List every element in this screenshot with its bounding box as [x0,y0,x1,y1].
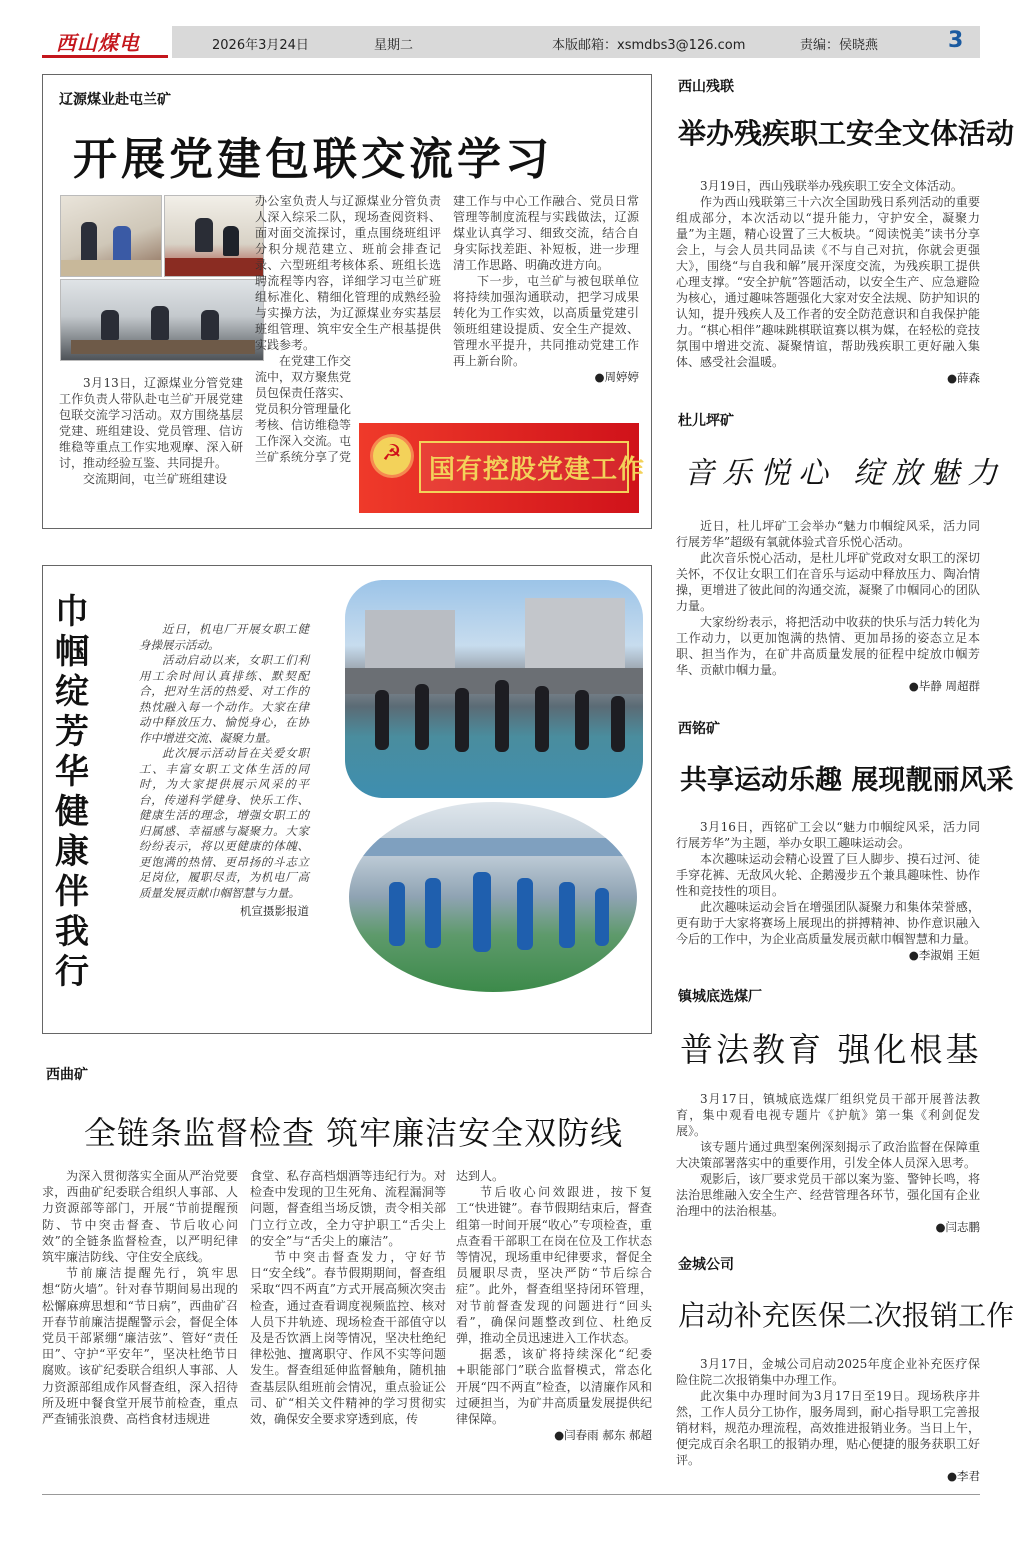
article1-paragraph: 建工作与中心工作融合、党员日常管理等制度流程与实践做法，辽源煤业认真学习、细致交流，结合自身实际找差距、补短板，进一步理清工作思路、明确改进方向。 [453,194,639,272]
article1-paragraph: 下一步，屯兰矿与被包联单位将持续加强沟通联动，把学习成果转化为工作实效，以高质量党建引领班组建设提质、安全生产提效、管理水平提升，共同推动党建工作再上新台阶。 [453,274,639,368]
article1-paragraph: 在党建工作交流中，双方聚焦党员包保责任落实、党员积分管理量化考核、信访维稳等工作深入交流。屯兰矿系统分享了党 [255,354,352,464]
article1-byline: ●周婷婷 [594,370,639,384]
article3-paragraph: 节前廉洁提醒先行，筑牢思想“防火墙”。针对春节期间易出现的松懈麻痹思想和“节日病”，西曲矿召开春节前廉洁提醒警示会，督促全体党员干部紧绷“廉洁弦”、管好“责任田”、守护“平安年”，坚决杜绝节日腐败。该矿纪委联合组织人事部、人力资源部组成作风督查组，深入招待所及班中餐食堂开展节前检查，重点严查铺张浪费、高档食材违规进 [42,1266,238,1427]
article6-paragraph: 本次趣味运动会精心设置了巨人脚步、摸石过河、徒手穿花裤、无敌风火轮、企鹅漫步五个兼具趣味性、协作性和竞技性的项目。 [676,852,980,898]
article3-column-3 [456,1168,652,1443]
article3-headline: 全链条监督检查 筑牢廉洁安全双防线 [84,1114,624,1152]
article7-headline: 普法教育 强化根基 [680,1030,982,1069]
article3-column-2 [250,1168,446,1427]
party-banner-text: 国有控股党建工作 [429,455,646,485]
article8-byline: ●李君 [946,1469,980,1483]
article7-body [670,1091,982,1235]
article1-headline: 开展党建包联交流学习 [73,134,553,185]
article3-byline: ●闫春雨 郝东 郝超 [554,1428,652,1443]
article4-kicker: 西山残联 [678,79,734,95]
header-info-strip [172,26,980,58]
article2-paragraph: 活动启动以来，女职工们利用工余时间认真排练、默契配合，把对生活的热爱、对工作的热忱融入每一个动作。大家在律动中释放压力、愉悦身心，在协作中增进交流、凝聚力量。 [139,653,309,745]
article5-paragraph: 近日，杜儿坪矿工会举办“魅力巾帼绽风采，活力同行展芳华”超级有氧就体验式音乐悦心活动。 [676,519,980,549]
article3-kicker: 西曲矿 [46,1067,88,1083]
article8-kicker: 金城公司 [678,1257,734,1273]
masthead-bar [42,26,980,58]
article3-paragraph: 食堂、私存高档烟酒等违纪行为。对检查中发现的卫生死角、流程漏洞等问题，督查组当场反馈，责令相关部门立行立改，全力守护职工“舌尖上的安全”与“舌尖上的廉洁”。 [250,1169,446,1248]
article7-byline: ●闫志鹏 [935,1220,980,1234]
masthead-title: 西山煤电 [56,31,140,55]
article2-paragraph: 此次展示活动旨在关爱女职工、丰富女职工文体生活的同时，为大家提供展示风采的平台，传递科学健身、快乐工作、健康生活的理念，增强女职工的归属感、幸福感与凝聚力。大家纷纷表示，将以更健康的体魄、更饱满的热情、更昂扬的斗志立足岗位，履职尽责，为机电厂高质量发展贡献巾帼智慧与力量。 [139,746,309,900]
article3-paragraph: 达到人。 [456,1169,505,1183]
article3-paragraph: 节中突击督查发力，守好节日“安全线”。春节假期期间，督查组采取“四不两直”方式开展高频次突击检查，通过查看调度视频监控、核对人员下井轨迹、现场检查干部值守以及是否饮酒上岗等情况，坚决杜绝纪律松弛、擅离职守、作风不实等问题发生。督查组延伸监督触角，随机抽查基层队组班前会情况，重点验证公司、矿“相关文件精神的学习贯彻实效，确保安全要求穿透到底，传 [250,1250,446,1427]
article3-paragraph: 为深入贯彻落实全面从严治党要求，西曲矿纪委联合组织人事部、人力资源部等部门，开展“节前提醒预防、节中突击督查、节后收心问效”的全链条监督检查，以严明纪律筑牢廉洁防线、守住安全底线。 [42,1169,238,1265]
article1-photo-2 [164,195,264,277]
page-bottom-rule [42,1494,980,1495]
right-column [670,74,1015,386]
article4-body [670,178,982,386]
article4-paragraph: 作为西山残联第三十六次全国助残日系列活动的重要组成部分，本次活动以“提升能力，守护安全，凝聚力量”为主题，精心设置了三大板块。“阅读悦美”读书分享会上，与会人员共同品读《不与自己对抗，你就会更强大》，围绕“与自我和解”展开深度交流，为残疾职工提供心理支撑。“安全护航”答题活动，以安全生产、应急避险为核心，通过趣味答题强化大家对安全法规、防护知识的认知，提升残疾人及工作者的安全防范意识和自我保护能力。“棋心相伴”趣味跳棋联谊赛以棋为媒，在轻松的竞技氛围中增进交流、凝聚情谊，帮助残疾职工更好融入集体、感受社会温暖。 [676,195,980,369]
fitness-photo-outdoor [345,580,643,798]
article5-headline: 音乐悦心 绽放魅力 [684,456,1006,491]
article6-byline: ●李淑娟 王姮 [908,948,980,962]
article6-paragraph: 此次趣味运动会旨在增强团队凝聚力和集体荣誉感，更有助于大家将赛场上展现出的拼搏精神、协作意识融入今后的工作中，为企业高质量发展贡献巾帼智慧和力量。 [676,900,980,946]
article3-paragraph: 节后收心问效跟进，按下复工“快进键”。春节假期结束后，督查组第一时间开展“收心”专项检查，重点查看干部职工在岗在位及工作状态等情况，现场重申纪律要求，督促全员履职尽责，坚决严防“节后综合症”。此外，督查组坚持闭环管理，对节前督查发现的问题进行“回头看”，确保问题整改到位、杜绝反弹，推动全员迅速进入工作状态。 [456,1185,652,1346]
page-number: 3 [948,28,964,53]
article5-body [670,518,982,694]
article6-headline: 共享运动乐趣 展现靓丽风采 [680,765,1014,796]
article2-headline: 巾帼绽芳华 健康伴我行 [55,592,89,992]
article1-column-3 [453,193,639,385]
article6-paragraph: 3月16日，西铭矿工会以“魅力巾帼绽风采，活力同行展芳华”为主题，举办女职工趣味运动会。 [676,820,980,850]
article6-kicker: 西铭矿 [678,721,720,737]
article7-paragraph: 观影后，该厂要求党员干部以案为鉴、警钟长鸣，将法治思维融入安全生产、经营管理各环节，强化国有企业治理中的法治根基。 [676,1172,980,1218]
article8-headline: 启动补充医保二次报销工作 [678,1299,1015,1332]
article7-paragraph: 该专题片通过典型案例深刻揭示了政治监督在保障重大决策部署落实中的重要作用，引发全体人员深入思考。 [676,1140,980,1170]
header-email: 本版邮箱：xsmdbs3@126.com [552,38,746,53]
article4-paragraph: 3月19日，西山残联举办残疾职工安全文体活动。 [700,179,963,193]
article8-paragraph: 此次集中办理时间为3月17日至19日。现场秩序井然，工作人员分工协作，服务周到，耐心指导职工完善报销材料，规范办理流程，高效推进报销业务。当日上午，便完成百余名职工的报销办理，贴心便捷的服务获职工好评。 [676,1389,980,1467]
article7-kicker: 镇城底选煤厂 [678,989,762,1005]
article5-byline: ●毕静 周超群 [908,679,980,693]
article2-body [139,622,309,919]
article7-paragraph: 3月17日，镇城底选煤厂组织党员干部开展普法教育，集中观看电视专题片《护航》第一集《利剑促发展》。 [676,1092,980,1138]
article-ximing [670,718,1014,963]
article8-body [670,1356,982,1484]
article1-column-1 [59,375,243,487]
article4-byline: ●薛森 [946,371,980,385]
article4-headline: 举办残疾职工安全文体活动 [678,117,1015,150]
masthead-logo [42,26,168,58]
article1-kicker: 辽源煤业赴屯兰矿 [59,92,171,108]
article3-column-1 [42,1168,238,1427]
article1-photo-1 [60,195,162,277]
article1-photo-3 [60,279,264,361]
article5-paragraph: 此次音乐悦心活动，是杜儿坪矿党政对女职工的深切关怀，不仅让女职工们在音乐与运动中释放压力、陶冶情操，更增进了彼此间的沟通交流，凝聚了巾帼同心的团队力量。 [676,551,980,613]
article6-body [670,819,982,963]
article8-paragraph: 3月17日，金城公司启动2025年度企业补充医疗保险住院二次报销集中办理工作。 [676,1357,980,1387]
article-jincheng [670,1254,1015,1484]
article-liaoyuan [42,74,652,529]
article5-paragraph: 大家纷纷表示，将把活动中收获的快乐与活力转化为工作动力，以更加饱满的热情、更加昂扬的姿态立足本职、担当作为，在矿井高质量发展的征程中绽放巾帼芳华、贡献巾帼力量。 [676,615,980,677]
header-date: 2026年3月24日 [212,38,309,53]
article1-paragraph: 办公室负责人与辽源煤业分管负责人深入综采二队，现场查阅资料、面对面交流探讨，重点围绕班组评分积分规范建立、班前会排查记录、六型班组考核体系、班组长选聘流程等内容，详细学习屯兰矿班组标准化、精细化管理的成熟经验与实操方法，为辽源煤业夯实基层班组管理、筑牢安全生产根基提供实践参考。 [255,194,441,352]
article-zhenchengdi [670,986,982,1235]
article5-kicker: 杜儿坪矿 [678,413,734,429]
article1-paragraph: 3月13日，辽源煤业分管党建工作负责人带队赴屯兰矿开展党建包联交流学习活动。双方围绕基层党建、班组建设、党员管理、信访维稳等重点工作实地观摩、深入研讨，推动经验互鉴、共同提升。 [59,376,243,470]
article2-paragraph: 近日，机电厂开展女职工健身操展示活动。 [139,622,309,652]
article-duerping [670,410,1006,694]
article3-paragraph: 据悉，该矿将持续深化“纪委+职能部门”联合监督模式，常态化开展“四不两直”检查，以清廉作风和过硬担当，为矿井高质量发展提供纪律保障。 [456,1347,652,1427]
fitness-photo-workshop [349,802,637,992]
party-emblem-icon: ☭ [373,437,411,475]
party-banner [359,423,646,513]
article2-byline: 机宣摄影报道 [240,904,309,918]
article-jidianchang [42,565,652,1034]
header-editor: 责编：侯晓燕 [800,38,879,53]
header-weekday: 星期二 [374,38,414,53]
article1-paragraph: 交流期间，屯兰矿班组建设 [83,472,228,486]
